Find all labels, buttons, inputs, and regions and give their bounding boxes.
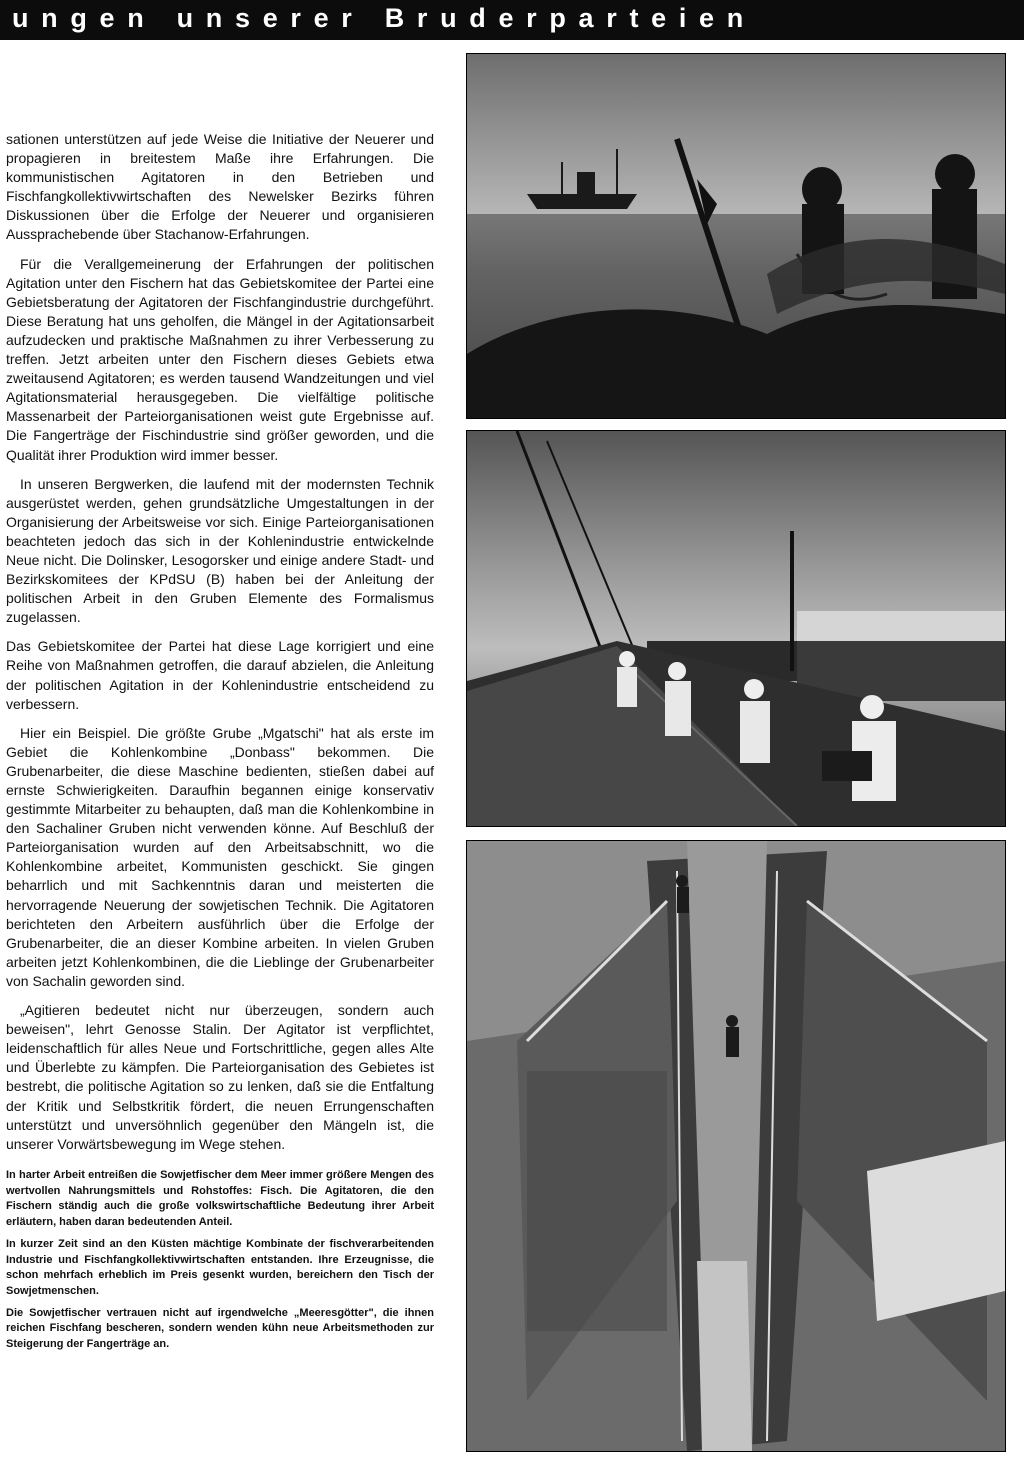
photo-fish-conveyor-image bbox=[467, 841, 1005, 1451]
photo-fishermen-nets-image bbox=[467, 54, 1005, 418]
header-bar bbox=[0, 0, 1024, 40]
article-body bbox=[6, 130, 434, 1164]
caption-photo-2: In kurzer Zeit sind an den Küsten mächtige Kombinate der fischverarbeitenden Industrie und Fischfangkollektivwirtschaften entstanden. Ihre Erzeugnisse, die schon mehrfach erheblich im Preis gesenkt wurden, bereichern den Tisch der Sowjetmenschen. bbox=[6, 1237, 434, 1297]
photo-pier-workers bbox=[466, 430, 1006, 827]
article-paragraph: Hier ein Beispiel. Die größte Grube „Mgatschi" hat als erste im Gebiet die Kohlenkombine „Donbass" bekommen. Die Grubenarbeiter, die diese Maschine bedienten, stießen dabei auf ernste Schwierigkeiten. Daraufhin begannen einige konservativ gestimmte Mitarbeiter zu behaupten, daß man die Kohlenkombine in den Sachaliner Gruben nicht verwenden könne. Auf Beschluß der Parteiorganisation wurden auf den Arbeitsabschnitt, wo die Kohlenkombine arbeitet, Kommunisten geschickt. Sie gingen beharrlich und mit Sachkenntnis daran und meisterten die hervorragende Neuerung der sowjetischen Technik. Die Agitatoren berichteten den Arbeitern ausführlich über die Erfolge der Grubenarbeiter, die an dieser Kombine arbeiten. In vielen Gruben arbeiten jetzt Kohlenkombinen, die die Lieblinge der Grubenarbeiter von Sachalin geworden sind. bbox=[6, 724, 434, 989]
header-title: ungen unserer Bruderparteien bbox=[12, 3, 756, 33]
article-paragraph: Das Gebietskomitee der Partei hat diese Lage korrigiert und eine Reihe von Maßnahmen getroffen, die darauf abzielen, die Anleitung der politischen Agitation in der Kohlenindustrie entscheidend zu verbessern. bbox=[6, 638, 434, 712]
photo-captions bbox=[6, 1168, 434, 1359]
caption-photo-1: In harter Arbeit entreißen die Sowjetfischer dem Meer immer größere Mengen des wertvollen Nahrungsmittels und Rohstoffes: Fisch. Die Agitatoren, die den Fischern ständig auch die große volkswirtschaftliche Bedeutung ihrer Arbeit erläutern, haben daran bedeutenden Anteil. bbox=[6, 1169, 434, 1229]
article-paragraph: „Agitieren bedeutet nicht nur überzeugen, sondern auch beweisen", lehrt Genosse Stalin. Der Agitator ist verpflichtet, leidenschaftlich für alles Neue und Fortschrittliche, gegen alles Alte und Überlebte zu kämpfen. Die Parteiorganisation des Gebietes ist bestrebt, die politische Agitation so zu lenken, daß sie die Entfaltung der Kritik und Selbstkritik fördert, die neuen Errungenschaften unterstützt und unversöhnlich gegenüber den Mängeln ist, die unserer Vorwärtsbewegung im Wege stehen. bbox=[6, 1002, 434, 1152]
article-paragraph: sationen unterstützen auf jede Weise die Initiative der Neuerer und propagieren in breitestem Maße ihre Erfahrungen. Die kommunistischen Agitatoren in den Betrieben und Fischfangkollektivwirtschaften des Newelsker Bezirks führen Diskussionen über die Erfolge der Neuerer und organisieren Aussprachebende über Stachanow-Erfahrungen. bbox=[6, 131, 434, 243]
photo-pier-workers-image bbox=[467, 431, 1005, 826]
article-paragraph: In unseren Bergwerken, die laufend mit der modernsten Technik ausgerüstet werden, gehen grundsätzliche Umgestaltungen in der Organisierung der Arbeitsweise vor sich. Einige Parteiorganisationen beachteten jedoch das sich in der Kohlenindustrie entwickelnde Neue nicht. Die Dolinsker, Lesogorsker und einige andere Stadt- und Bezirkskomitees der KPdSU (B) haben bei der Anleitung der politischen Arbeit in den Gruben Elemente des Formalismus zugelassen. bbox=[6, 475, 434, 626]
photo-fishermen-nets bbox=[466, 53, 1006, 419]
caption-photo-3: Die Sowjetfischer vertrauen nicht auf irgendwelche „Meeresgötter", die ihnen reichen Fischfang bescheren, sondern wenden kühn neue Arbeitsmethoden zur Steigerung der Fangerträge an. bbox=[6, 1306, 434, 1351]
photo-fish-conveyor bbox=[466, 840, 1006, 1452]
article-paragraph: Für die Verallgemeinerung der Erfahrungen der politischen Agitation unter den Fischern hat das Gebietskomitee der Partei eine Gebietsberatung der Agitatoren der Fischfangindustrie durchgeführt. Diese Beratung hat uns geholfen, die Mängel in der Agitationsarbeit aufzudecken und praktische Maßnahmen zu ihrer Verbesserung zu treffen. Jetzt arbeiten unter den Fischern dieses Gebiets etwa zweitausend Agitatoren; es werden tausend Wandzeitungen und viel Agitationsmaterial herausgegeben. Die vielfältige politische Massenarbeit der Parteiorganisationen weist gute Ergebnisse auf. Die Fangerträge der Fischindustrie sind größer geworden, und die Qualität ihrer Produktion wird immer besser. bbox=[6, 255, 434, 463]
